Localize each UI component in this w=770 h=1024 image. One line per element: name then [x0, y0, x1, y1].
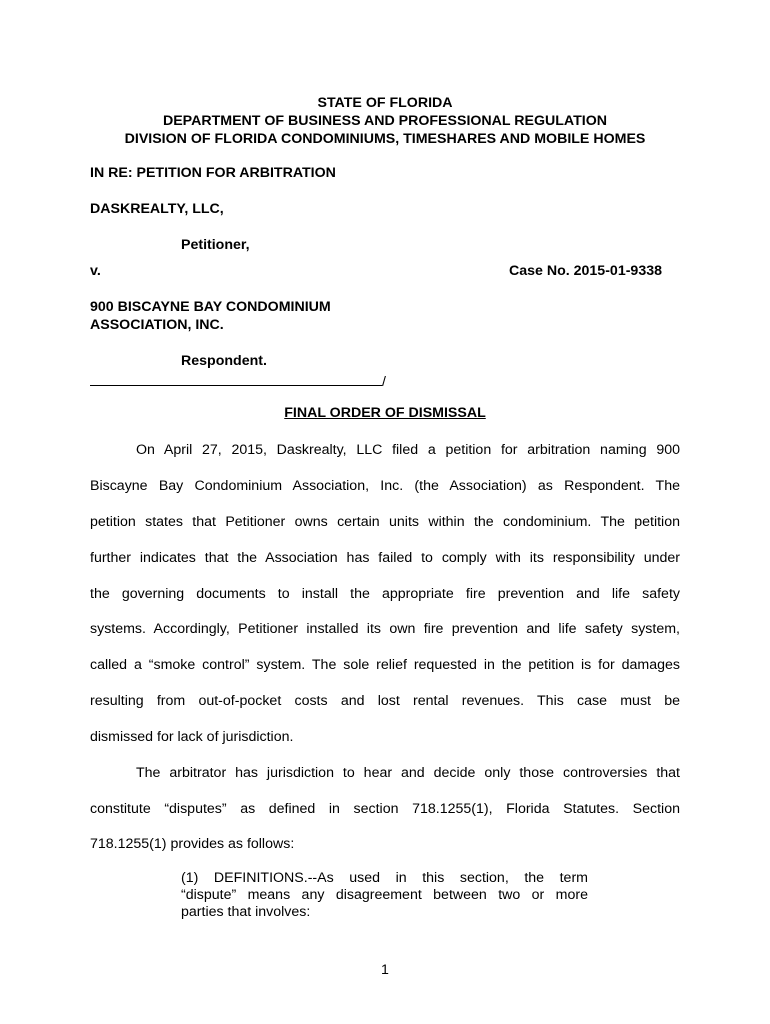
paragraph-1-line: Biscayne Bay Condominium Association, Inc. (the Association) as Respondent. The	[90, 478, 680, 494]
paragraph-1-line: further indicates that the Association has failed to comply with its responsibility under	[90, 550, 680, 566]
caption-signature-rule	[90, 371, 386, 390]
case-number: Case No. 2015-01-9338	[508, 263, 662, 279]
header-division: DIVISION OF FLORIDA CONDOMINIUMS, TIMESHARES AND MOBILE HOMES	[124, 131, 646, 147]
paragraph-1-line: petition states that Petitioner owns certain units within the condominium. The petition	[90, 514, 680, 530]
caption-in-re: IN RE: PETITION FOR ARBITRATION	[90, 165, 336, 181]
paragraph-2-line: 718.1255(1) provides as follows:	[90, 836, 295, 852]
paragraph-1-line: the governing documents to install the appropriate fire prevention and life safety	[90, 586, 680, 602]
statute-block-quote	[181, 870, 588, 921]
document-header	[0, 94, 770, 148]
page-number: 1	[381, 962, 389, 978]
quote-line: (1) DEFINITIONS.--As used in this section, the term	[181, 870, 588, 886]
quote-line: “dispute” means any disagreement between two or more	[181, 887, 588, 903]
paragraph-1-line: systems. Accordingly, Petitioner installed its own fire prevention and life safety system,	[90, 621, 680, 637]
caption-respondent-role: Respondent.	[181, 353, 267, 369]
paragraph-2-line: The arbitrator has jurisdiction to hear and decide only those controversies that	[136, 765, 680, 781]
header-department: DEPARTMENT OF BUSINESS AND PROFESSIONAL REGULATION	[162, 113, 608, 129]
paragraph-2-line: constitute “disputes” as defined in section 718.1255(1), Florida Statutes. Section	[90, 801, 680, 817]
paragraph-1-line: resulting from out-of-pocket costs and lost rental revenues. This case must be	[90, 693, 680, 709]
caption-slash: /	[382, 374, 386, 390]
caption-rule-line	[90, 371, 382, 386]
paragraph-1-line: On April 27, 2015, Daskrealty, LLC filed a petition for arbitration naming 900	[136, 442, 680, 458]
header-state: STATE OF FLORIDA	[317, 95, 453, 111]
paragraph-1-line: called a “smoke control” system. The sole relief requested in the petition is for damages	[90, 657, 680, 673]
caption-respondent-line2: ASSOCIATION, INC.	[90, 317, 224, 333]
quote-line: parties that involves:	[181, 904, 311, 920]
caption-versus: v.	[90, 263, 101, 279]
caption-petitioner-name: DASKREALTY, LLC,	[90, 201, 224, 217]
order-title-text: FINAL ORDER OF DISMISSAL	[284, 405, 486, 421]
caption-respondent-line1: 900 BISCAYNE BAY CONDOMINIUM	[90, 299, 331, 315]
caption-petitioner-role: Petitioner,	[181, 237, 250, 253]
order-title	[0, 405, 770, 421]
paragraph-1-line: dismissed for lack of jurisdiction.	[90, 729, 294, 745]
